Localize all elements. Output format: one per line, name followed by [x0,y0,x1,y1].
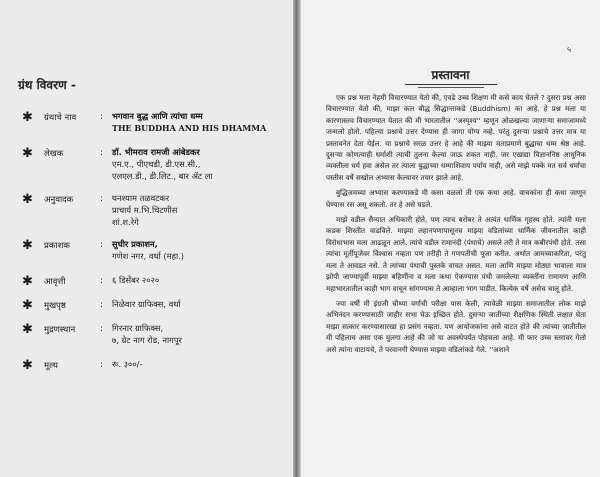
detail-row [0,102,293,138]
detail-colon: : [100,276,103,286]
detail-value-line: निळेवार ग्राफिक्स, वर्धा [112,299,181,309]
preface-title: प्रस्तावना [431,68,470,82]
detail-value [112,192,290,228]
asterisk-icon: ✱ [22,146,33,161]
detail-label: लेखक [44,149,64,159]
detail-value-line: घनश्याम तळवटकर [112,193,170,203]
detail-row [0,138,293,184]
detail-value-line: गणेश नगर, वर्धा (महा.) [112,251,185,261]
asterisk-icon: ✱ [22,274,33,289]
asterisk-icon: ✱ [22,322,33,337]
detail-value [112,238,290,262]
detail-value-line: रू. ३००/- [112,359,143,369]
preface-body [326,92,586,359]
detail-row [0,350,293,374]
detail-label: प्रकाशक [44,241,70,251]
detail-value [112,146,290,182]
detail-value [112,110,290,134]
detail-value-line: एलएल.डी., डी.लिट., बार ॲट ला [112,171,213,181]
asterisk-icon: ✱ [22,358,33,373]
detail-value-line: ७, ग्रेट नाग रोड, नागपूर [112,335,182,345]
asterisk-icon: ✱ [22,192,33,207]
detail-colon: : [100,360,103,370]
detail-colon: : [100,240,103,250]
asterisk-icon: ✱ [22,110,33,125]
detail-value [112,322,290,346]
detail-value-line: शां.श.रेगे [112,217,139,227]
detail-colon: : [100,300,103,310]
detail-colon: : [100,194,103,204]
detail-label: मुद्रणस्थान [44,325,76,335]
detail-colon: : [100,324,103,334]
detail-row [0,266,293,290]
asterisk-icon: ✱ [22,238,33,253]
detail-value [112,274,290,286]
preface-paragraph: बुद्धिजमच्या अभ्यास करण्याकडे मी कसा वळलो ती एक कथा आहे. वाचकांना ही कथा जाणून घेण्यास रस असू शकतो. तर हे असे घडले. [326,188,586,209]
detail-value-line: गिरनार ग्राफिक्स, [112,323,164,333]
detail-row [0,230,293,266]
detail-label: मूल्य [44,361,58,371]
detail-colon: : [100,148,103,158]
book-details-list [0,102,293,374]
left-page [0,0,293,477]
detail-value-line: प्राचार्य म.भि.चिटणीस [112,205,178,215]
book-gutter [293,0,301,477]
detail-value-line: सुधीर प्रकाशन, [112,239,158,249]
detail-value-line: ६ डिसेंबर २०२० [112,275,160,285]
detail-label: आवृत्ती [44,277,66,287]
asterisk-icon: ✱ [22,298,33,313]
detail-value-line: डॉ. भीमराव रामजी आंबेडकर [112,147,200,157]
detail-row [0,184,293,230]
title-underline [405,84,497,85]
detail-value [112,298,290,310]
page-number: ५ [567,45,572,54]
detail-value-line: भगवान बुद्ध आणि त्यांचा धम्म [112,111,203,121]
detail-value-line: THE BUDDHA AND HIS DHAMMA [112,123,267,133]
title-underline-secondary [418,87,484,88]
detail-colon: : [100,112,103,122]
detail-label: ग्रंथाचे नाव [44,113,77,123]
preface-paragraph: एक प्रश्न मला नेहमी विचारण्यात येतो की, एवढे उच्च शिक्षण मी कसे काय घेतले ? दुसरा प्रश्न असा विचारण्यात येतो की, माझा कल बौद्ध सिद्धान्ताकडे (Buddhism) का आहे. हे प्रश्न मला या कारणास्तव विचारण्यात येतात की मी भारतातील ''अस्पृश्य'' म्हणून ओळखल्या जाणाऱ्या समाजामध्ये जन्मलो होतो. पहिल्या प्रश्नाचे उत्तर देण्यास ही जागा योग्य नव्हे. परंतु दुसऱ्या प्रश्नाचे उत्तर मात्र या प्रस्तावनेत देता येईल. या प्रश्नाचे सरळ उत्तर हे आहे की माझ्या मताप्रमाणे बुद्धाचा धम्म श्रेष्ठ आहे. दुसऱ्या कोणत्याही धर्माशी त्याची तुलना केल्या जाऊ शकत नाही. जर एखाद्या विज्ञाननिष्ठ आधुनिक व्यक्तीला धर्म हवा असेल तर त्याला बुद्धाच्या धम्माशिवाय पर्याय नाही, असे माझे पक्के मत सर्व धर्मांचा पस्तीस वर्षे सखोल अभ्यास केल्यावर तयार झाले आहे. [326,93,586,182]
detail-label: अनुवादक [44,195,74,205]
preface-paragraph: ज्या वर्षी मी इंग्रजी चौथ्या वर्गाची परीक्षा पास केली, त्यावेळी माझ्या समाजातील लोक माझे अभिनंदन करण्यासाठी जाहीर सभा घेऊ इच्छित होते. दुसऱ्या जातींच्या शैक्षणिक स्थिती लक्षात घेता माझा सत्कार करण्यासारखा हा प्रसंग नव्हता. पण आयोजकांना असे वाटत होते की त्यांच्या जातीतील मी पहिलाच असा एक मुलगा आहे की जो या अवस्थेपर्यंत पोहचला आहे. मी फार उच्च स्तरावर गेलो असे त्यांना वाटायचे, ते परवानगी घेण्यास माझ्या वडिलांकडे गेले. ''अशाने [326,298,586,354]
detail-row [0,314,293,350]
left-page-title: ग्रंथ विवरण - [18,78,76,92]
detail-value-line: एम.ए., पीएचडी, डी.एस.सी., [112,159,201,169]
detail-row [0,290,293,314]
detail-value [112,358,290,370]
preface-paragraph: माझे वडील सैन्यात अधिकारी होते, पण त्याच बरोबर ते अत्यंत धार्मिक गृहस्थ होते. त्यांनी मला कडक शिस्तीत वाढविले. माझ्या लहानपणापासूनच माझ्या वडिलांच्या धार्मिक जीवनातील काही विरोधाभास मला आढळून आले. त्यांचे वडील रामानंदी (पंथाचे) असले तरी ते मात्र कबीरपंथी होते. तसा त्यांचा मूर्तीपूजेवर विश्वास नव्हता पण तरीही ते गणपतीची पूजा करीत. अर्थात आमच्याकरिता, परंतु मला ते आवडत नसे. ते त्यांच्या पंथाची पुस्तके वाचत असत. मला आणि माझ्या मोठ्या भावाला मात्र झोपी जाण्यापूर्वी माझ्या बहिणींना व मला कथा ऐकण्यास पंथी जमलेल्या व्यक्तींना रामायण आणि महाभारतातील काही भाग वाचून सांगण्यास ते आम्हाला भाग पाडीत. कित्येक वर्षे असेच चालू होते. [326,215,586,293]
detail-label: मुखपृष्ठ [44,301,66,311]
